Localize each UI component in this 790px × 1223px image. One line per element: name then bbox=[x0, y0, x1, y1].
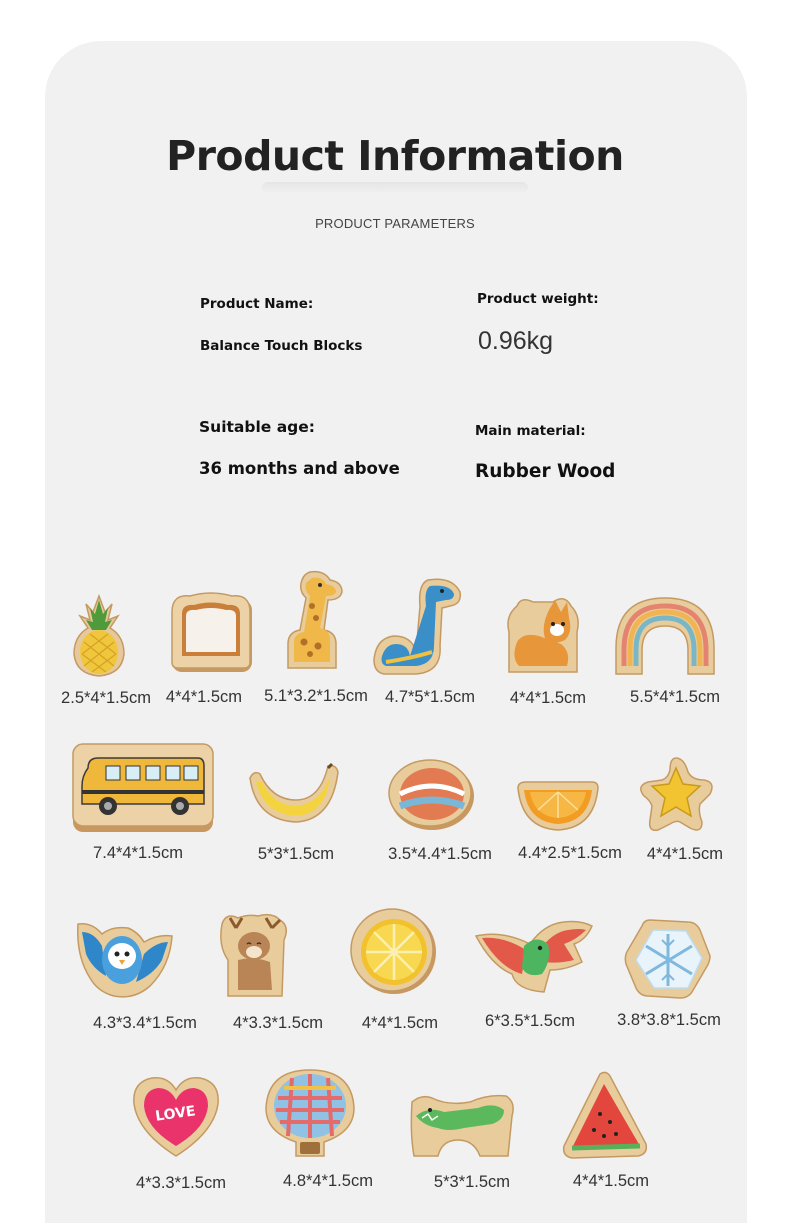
title-shadow bbox=[262, 182, 528, 194]
block-size-label: 2.5*4*1.5cm bbox=[61, 689, 151, 707]
rainbow-block-icon bbox=[612, 594, 718, 680]
heart-block-icon bbox=[130, 1074, 222, 1158]
product-name-value: Balance Touch Blocks bbox=[200, 338, 363, 354]
block-size-label: 5*3*1.5cm bbox=[433, 1173, 511, 1191]
main-material-value: Rubber Wood bbox=[475, 461, 616, 482]
block-size-label: 4.7*5*1.5cm bbox=[385, 688, 475, 706]
block-size-label: 3.5*4.4*1.5cm bbox=[388, 845, 492, 863]
rugby-ball-block-icon bbox=[386, 758, 476, 832]
block-size-label: 6*3.5*1.5cm bbox=[485, 1012, 575, 1030]
block-size-label: 4*3.3*1.5cm bbox=[233, 1014, 323, 1032]
block-size-label: 4.3*3.4*1.5cm bbox=[93, 1014, 197, 1032]
dinosaur-block-icon bbox=[372, 576, 466, 678]
owl-block-icon bbox=[72, 916, 176, 1004]
watermelon-block-icon bbox=[560, 1070, 650, 1162]
block-size-label: 4*4*1.5cm bbox=[572, 1172, 650, 1190]
suitable-age-label: Suitable age: bbox=[199, 418, 315, 436]
star-block-icon bbox=[636, 754, 716, 834]
block-size-label: 3.8*3.8*1.5cm bbox=[617, 1011, 721, 1029]
heart-love-text: LOVE bbox=[154, 1103, 197, 1125]
block-size-label: 5*3*1.5cm bbox=[257, 845, 335, 863]
orange-slice-block-icon bbox=[514, 778, 600, 834]
page-subtitle: PRODUCT PARAMETERS bbox=[315, 216, 475, 231]
block-size-label: 4*4*1.5cm bbox=[361, 1014, 439, 1032]
product-weight-label: Product weight: bbox=[477, 291, 599, 307]
block-size-label: 4*4*1.5cm bbox=[646, 845, 724, 863]
block-size-label: 5.1*3.2*1.5cm bbox=[264, 687, 368, 705]
giraffe-block-icon bbox=[280, 570, 348, 672]
block-size-label: 7.4*4*1.5cm bbox=[93, 844, 183, 862]
hot-air-balloon-block-icon bbox=[262, 1066, 360, 1160]
block-size-label: 4*4*1.5cm bbox=[165, 688, 243, 706]
pineapple-block-icon bbox=[66, 592, 132, 680]
deer-block-icon bbox=[214, 910, 294, 1002]
toast-block-icon bbox=[168, 590, 254, 674]
block-size-label: 4*4*1.5cm bbox=[509, 689, 587, 707]
product-weight-value: 0.96kg bbox=[478, 327, 554, 355]
school-bus-block-icon bbox=[70, 742, 216, 834]
main-material-label: Main material: bbox=[475, 423, 586, 439]
block-size-label: 5.5*4*1.5cm bbox=[630, 688, 720, 706]
corgi-block-icon bbox=[503, 592, 583, 678]
banana-block-icon bbox=[246, 760, 342, 830]
snowflake-block-icon bbox=[622, 916, 712, 1000]
block-size-label: 4.4*2.5*1.5cm bbox=[518, 844, 622, 862]
lemon-block-icon bbox=[348, 906, 438, 996]
crocodile-block-icon bbox=[408, 1090, 516, 1162]
block-size-label: 4*3.3*1.5cm bbox=[136, 1174, 226, 1192]
suitable-age-value: 36 months and above bbox=[199, 459, 400, 478]
block-size-label: 4.8*4*1.5cm bbox=[283, 1172, 373, 1190]
page-title: Product Information bbox=[166, 132, 624, 180]
pterosaur-block-icon bbox=[472, 916, 596, 996]
product-name-label: Product Name: bbox=[200, 296, 314, 312]
